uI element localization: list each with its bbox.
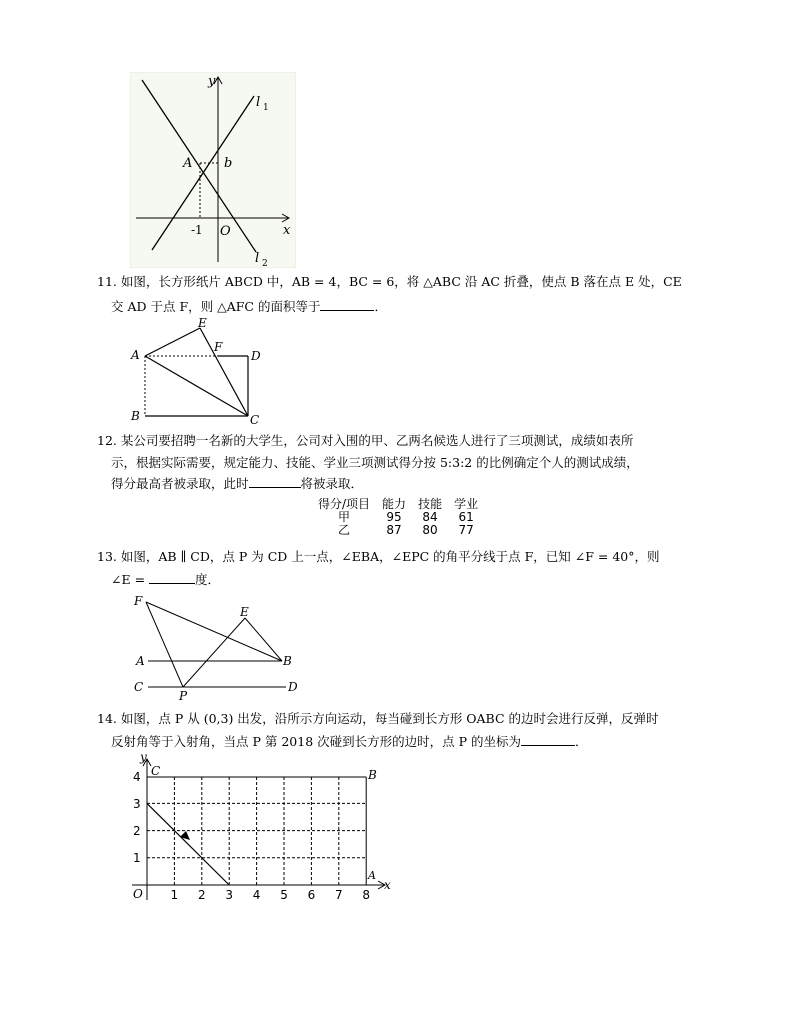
fig10-label-l2-sub: 2 bbox=[262, 259, 268, 268]
fig11-label-E: E bbox=[198, 316, 207, 330]
figure-q14-grid bbox=[128, 752, 398, 904]
fig10-label-b: b bbox=[224, 156, 233, 171]
answer-blank[interactable] bbox=[249, 473, 301, 488]
fig14-x-tick: 4 bbox=[252, 888, 261, 902]
fig14-x-tick: 5 bbox=[280, 888, 288, 902]
fig10-label-A: A bbox=[183, 156, 193, 171]
question-text: 将被录取． bbox=[300, 476, 364, 491]
fig13-label-D: D bbox=[288, 680, 298, 694]
answer-blank[interactable] bbox=[149, 569, 195, 584]
question-text: ． bbox=[574, 733, 588, 749]
fig14-label-x: x bbox=[384, 878, 391, 892]
fig10-label-l1-sub: 1 bbox=[263, 103, 269, 113]
figure-q11-rectangle bbox=[128, 316, 268, 428]
fig14-label-B: B bbox=[368, 768, 377, 782]
fig11-label-F: F bbox=[214, 340, 223, 354]
question-12 bbox=[97, 430, 711, 495]
table-header: 能力 bbox=[382, 497, 407, 511]
question-number: 13. bbox=[97, 549, 117, 564]
question-text: 交 AD 于点 F，则 △AFC 的面积等于 bbox=[111, 298, 321, 314]
fig10-label-l1: l bbox=[256, 95, 261, 110]
question-14 bbox=[97, 708, 711, 752]
question-number: 11. bbox=[97, 274, 117, 289]
fig10-label-l2: l bbox=[255, 251, 260, 266]
fig14-y-tick: 2 bbox=[133, 824, 141, 838]
fig14-label-y: y bbox=[140, 752, 147, 764]
question-text: 某公司要招聘一名新的大学生，公司对入围的甲、乙两名候选人进行了三项测试，成绩如表所 bbox=[120, 433, 634, 448]
question-text: 示，根据实际需要，规定能力、技能、学业三项测试得分按 5:3:2 的比例确定个人的测试成绩， bbox=[111, 454, 639, 470]
table-cell: 80 bbox=[422, 523, 438, 537]
fig14-label-O: O bbox=[133, 887, 143, 901]
table-row bbox=[312, 524, 484, 537]
score-table bbox=[312, 498, 484, 537]
question-text: 如图，长方形纸片 ABCD 中，AB = 4，BC = 6，将 △ABC 沿 AC 折叠，使点 B 落在点 E 处，CE bbox=[120, 274, 682, 289]
table-cell: 61 bbox=[458, 510, 474, 524]
fig13-label-F: F bbox=[134, 594, 143, 608]
table-cell: 84 bbox=[422, 510, 438, 524]
fig14-x-tick: 1 bbox=[170, 888, 179, 902]
table-header: 技能 bbox=[418, 497, 443, 511]
fig14-label-A: A bbox=[368, 869, 376, 882]
fig13-label-A: A bbox=[136, 654, 145, 668]
fig14-label-C: C bbox=[151, 764, 161, 778]
question-13 bbox=[97, 546, 711, 590]
question-text: 反射角等于入射角，当点 P 第 2018 次碰到长方形的边时，点 P 的坐标为 bbox=[111, 733, 521, 749]
fig14-x-tick: 2 bbox=[198, 888, 206, 902]
table-cell: 87 bbox=[386, 523, 402, 537]
question-text: 如图，AB ∥ CD，点 P 为 CD 上一点，∠EBA，∠EPC 的角平分线于点 F，已知 ∠F = 40°，则 bbox=[120, 549, 660, 564]
fig10-label-neg1: -1 bbox=[191, 223, 203, 237]
fig14-x-tick: 7 bbox=[335, 888, 343, 902]
fig13-label-P: P bbox=[179, 689, 188, 702]
table-header: 得分/项目 bbox=[318, 497, 371, 511]
question-number: 14. bbox=[97, 711, 117, 726]
fig10-label-O: O bbox=[220, 224, 231, 239]
table-cell: 95 bbox=[386, 510, 402, 524]
fig14-y-tick: 1 bbox=[133, 851, 141, 865]
fig14-y-tick: 4 bbox=[133, 770, 141, 784]
figure-q10-lines bbox=[130, 72, 296, 268]
question-text: 得分最高者被录取，此时 bbox=[111, 476, 249, 491]
fig11-label-B: B bbox=[131, 409, 140, 423]
table-cell: 甲 bbox=[338, 510, 351, 524]
figure-q13-parallel-lines bbox=[128, 590, 308, 702]
fig11-label-D: D bbox=[251, 349, 261, 363]
question-number: 12. bbox=[97, 433, 117, 448]
question-text: ． bbox=[374, 298, 387, 314]
answer-blank[interactable] bbox=[521, 731, 575, 746]
fig10-label-x: x bbox=[283, 223, 291, 238]
fig14-y-tick: 3 bbox=[133, 797, 141, 811]
fig13-label-C: C bbox=[134, 680, 144, 694]
fig10-label-y: y bbox=[208, 74, 216, 89]
question-text: ∠E = bbox=[111, 571, 146, 587]
fig13-label-E: E bbox=[240, 605, 249, 619]
question-text: 如图，点 P 从 (0,3) 出发，沿所示方向运动，每当碰到长方形 OABC 的边时会进行反弹，反弹时 bbox=[120, 711, 659, 726]
fig14-x-tick: 6 bbox=[307, 888, 316, 902]
fig14-x-tick: 3 bbox=[225, 888, 234, 902]
table-cell: 乙 bbox=[338, 523, 351, 537]
fig13-label-B: B bbox=[283, 654, 292, 668]
fig14-x-tick: 8 bbox=[362, 888, 371, 902]
question-11 bbox=[97, 271, 711, 317]
table-cell: 77 bbox=[458, 523, 474, 537]
fig11-label-A: A bbox=[131, 348, 140, 362]
table-header: 学业 bbox=[454, 497, 479, 511]
question-text: 度． bbox=[195, 571, 221, 587]
fig11-label-C: C bbox=[250, 413, 260, 427]
answer-blank[interactable] bbox=[320, 296, 374, 311]
